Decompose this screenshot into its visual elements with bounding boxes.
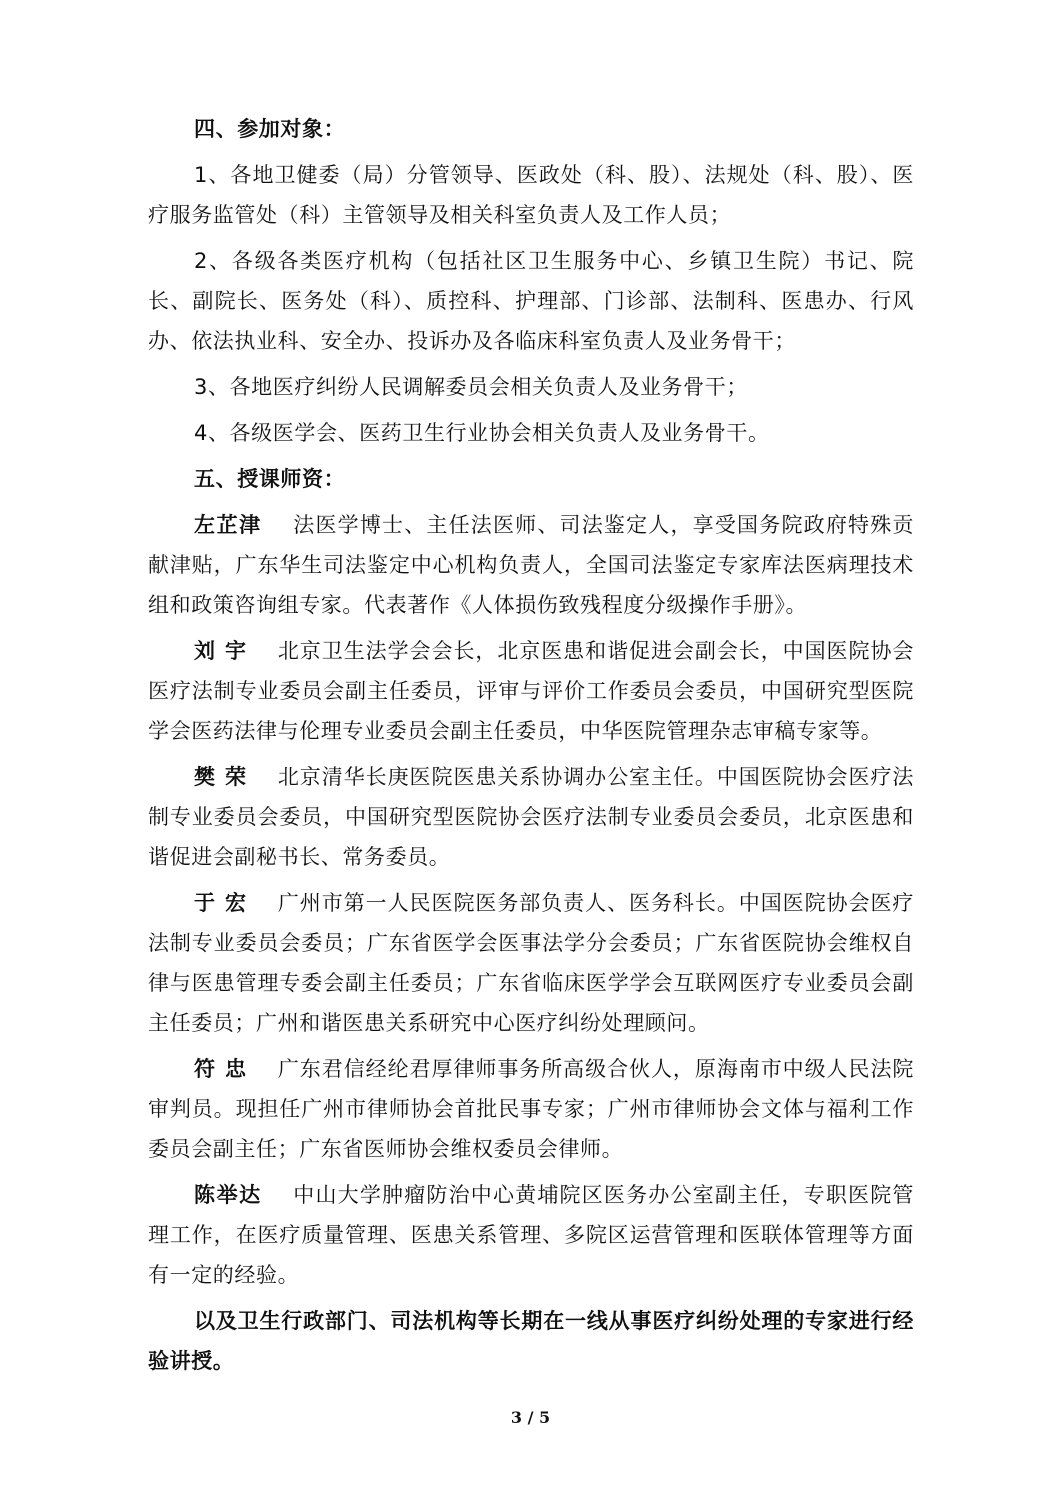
- teacher-bio: 广东君信经纶君厚律师事务所高级合伙人，原海南市中级人民法院审判员。现担任广州市律师协会首批民事专家；广州市律师协会文体与福利工作委员会副主任；广东省医师协会维权委员会律师。: [148, 1057, 914, 1161]
- document-body: [148, 109, 914, 1381]
- teacher-bio: 法医学博士、主任法医师、司法鉴定人，享受国务院政府特殊贡献津贴，广东华生司法鉴定中心机构负责人，全国司法鉴定专家库法医病理技术组和政策咨询组专家。代表著作《人体损伤致残程度分级操作手册》。: [148, 513, 914, 617]
- teacher-entry: [148, 757, 914, 877]
- section-heading-teachers: 五、授课师资：: [194, 467, 346, 491]
- teacher-name: 樊 荣: [194, 765, 248, 789]
- closing-statement: 以及卫生行政部门、司法机构等长期在一线从事医疗纠纷处理的专家进行经验讲授。: [148, 1309, 914, 1373]
- teacher-name: 左芷津: [194, 513, 262, 537]
- teacher-bio: 北京卫生法学会会长，北京医患和谐促进会副会长，中国医院协会医疗法制专业委员会副主任委员，评审与评价工作委员会委员，中国研究型医院学会医药法律与伦理专业委员会副主任委员，中华医院管理杂志审稿专家等。: [148, 639, 914, 743]
- participant-item: 3、各地医疗纠纷人民调解委员会相关负责人及业务骨干；: [194, 375, 748, 399]
- page-number: 3 / 5: [510, 1408, 551, 1427]
- teacher-bio: 中山大学肿瘤防治中心黄埔院区医务办公室副主任，专职医院管理工作，在医疗质量管理、医患关系管理、多院区运营管理和医联体管理等方面有一定的经验。: [148, 1183, 914, 1287]
- teacher-entry: [148, 1049, 914, 1169]
- participant-item: 4、各级医学会、医药卫生行业协会相关负责人及业务骨干。: [194, 421, 770, 445]
- section-heading-participants: 四、参加对象：: [194, 117, 346, 141]
- teacher-entry: [148, 505, 914, 625]
- participant-item: 2、各级各类医疗机构（包括社区卫生服务中心、乡镇卫生院）书记、院长、副院长、医务处（科）、质控科、护理部、门诊部、法制科、医患办、行风办、依法执业科、安全办、投诉办及各临床科室负责人及业务骨干；: [148, 249, 914, 353]
- teacher-name: 符 忠: [194, 1057, 248, 1081]
- teacher-name: 陈举达: [194, 1183, 262, 1207]
- teacher-name: 于 宏: [194, 891, 248, 915]
- teacher-name: 刘 宇: [194, 639, 248, 663]
- teacher-entry: [148, 631, 914, 751]
- teacher-entry: [148, 1175, 914, 1295]
- teacher-bio: 广州市第一人民医院医务部负责人、医务科长。中国医院协会医疗法制专业委员会委员；广东省医学会医事法学分会委员；广东省医院协会维权自律与医患管理专委会副主任委员；广东省临床医学学会互联网医疗专业委员会副主任委员；广州和谐医患关系研究中心医疗纠纷处理顾问。: [148, 891, 914, 1035]
- teacher-bio: 北京清华长庚医院医患关系协调办公室主任。中国医院协会医疗法制专业委员会委员，中国研究型医院协会医疗法制专业委员会委员，北京医患和谐促进会副秘书长、常务委员。: [148, 765, 914, 869]
- participant-item: 1、各地卫健委（局）分管领导、医政处（科、股）、法规处（科、股）、医疗服务监管处（科）主管领导及相关科室负责人及工作人员；: [148, 163, 914, 227]
- teacher-entry: [148, 883, 914, 1043]
